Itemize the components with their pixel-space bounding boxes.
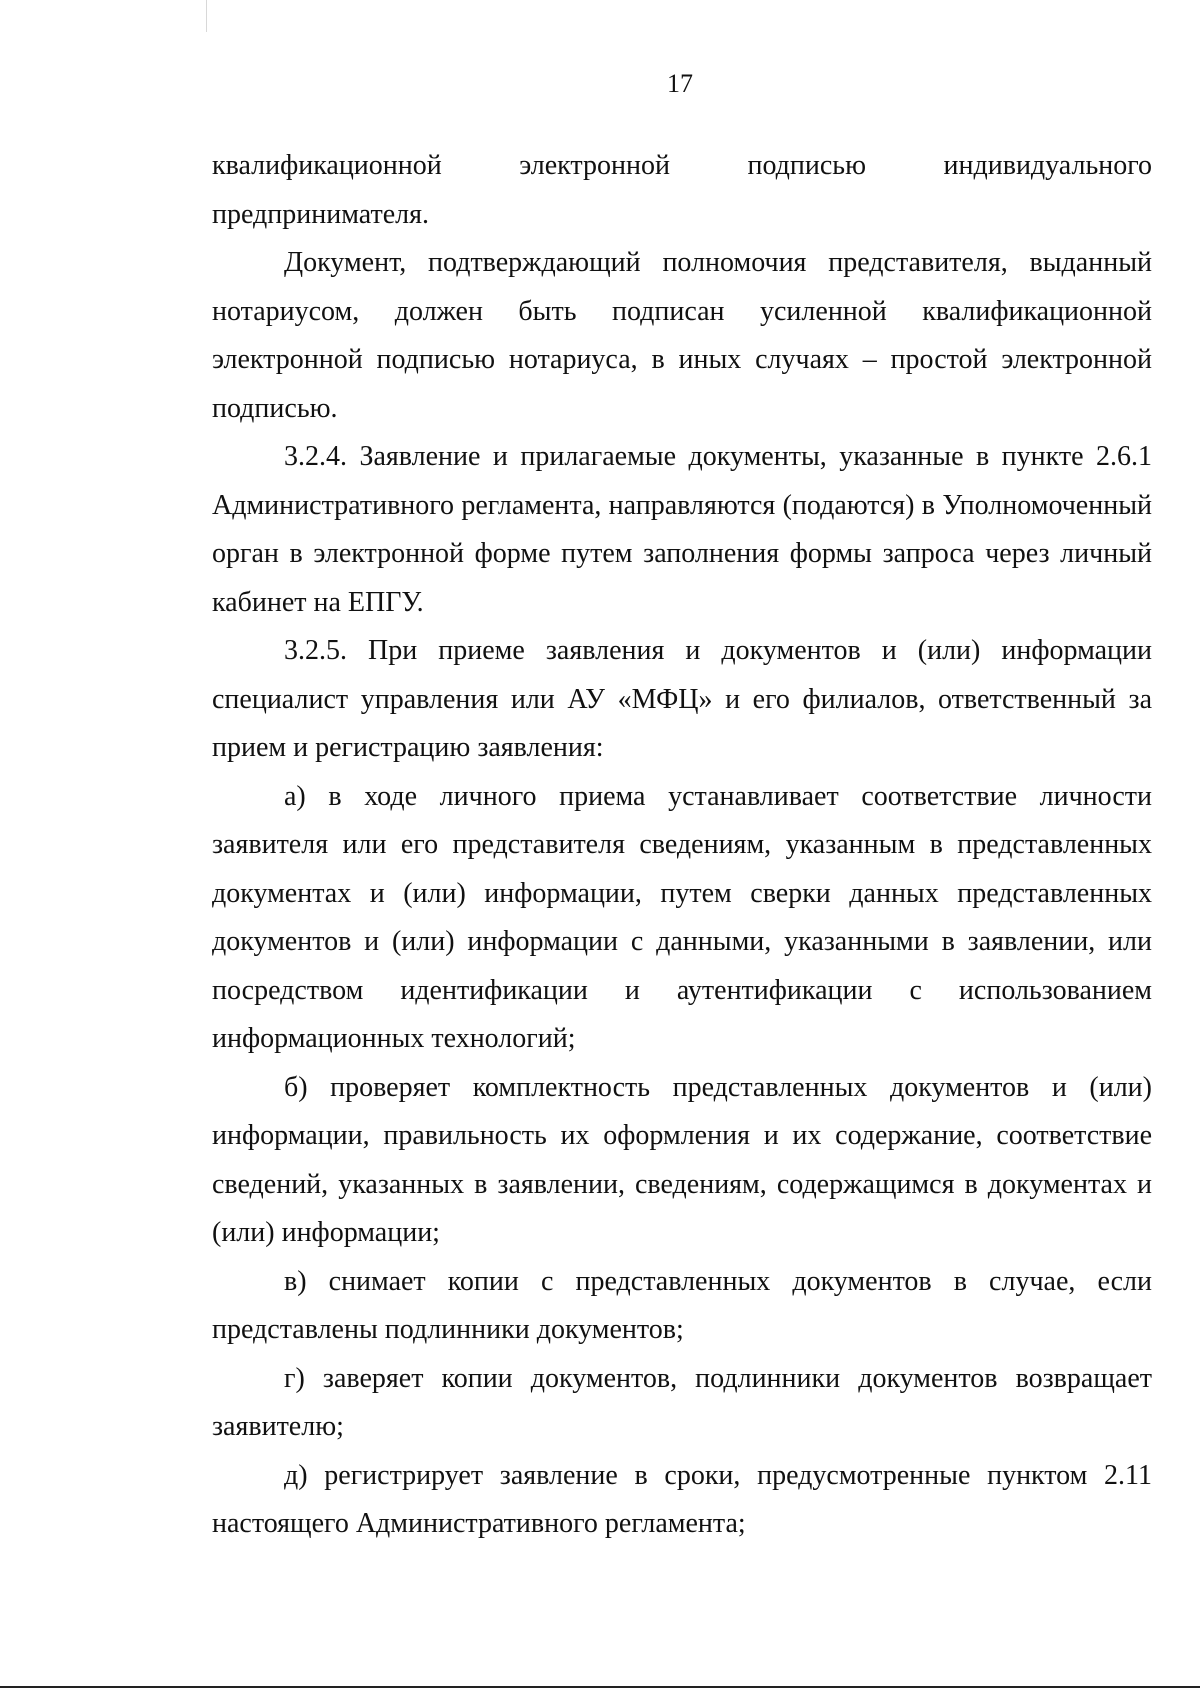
bottom-edge-line [0, 1686, 1200, 1688]
list-item-a: а) в ходе личного приема устанавливает соответствие личности заявителя или его представителя сведениям, указанным в представленных документах и (или) информации, путем сверки данных представленных документов и (или) информации с данными, указанными в заявлении, или посредством идентификации и аутентификации с использованием информационных технологий; [212, 780, 1152, 1054]
list-item-d: д) регистрирует заявление в сроки, предусмотренные пунктом 2.11 настоящего Административного регламента; [212, 1459, 1152, 1539]
list-item-g: г) заверяет копии документов, подлинники документов возвращает заявителю; [212, 1362, 1152, 1442]
scan-edge-mark [206, 0, 207, 32]
page-number: 17 [667, 69, 693, 98]
paragraph-notary-document: Документ, подтверждающий полномочия представителя, выданный нотариусом, должен быть подписан усиленной квалификационной электронной подписью нотариуса, в иных случаях – простой электронной подписью. [212, 247, 1152, 424]
paragraph-3-2-5: 3.2.5. При приеме заявления и документов и (или) информации специалист управления или АУ «МФЦ» и его филиалов, ответственный за прием и регистрацию заявления: [212, 635, 1152, 763]
list-item-b: б) проверяет комплектность представленных документов и (или) информации, правильность их оформления и их содержание, соответствие сведений, указанных в заявлении, сведениям, содержащимся в документах и (или) информации; [212, 1071, 1152, 1248]
list-item-v: в) снимает копии с представленных документов в случае, если представлены подлинники документов; [212, 1265, 1152, 1345]
paragraph-3-2-4: 3.2.4. Заявление и прилагаемые документы, указанные в пункте 2.6.1 Административного регламента, направляются (подаются) в Уполномоченный орган в электронной форме путем заполнения формы запроса через личный кабинет на ЕПГУ. [212, 441, 1152, 618]
paragraph-signature-continuation: квалификационной электронной подписью индивидуального предпринимателя. [212, 150, 1152, 230]
document-body [212, 142, 1152, 1549]
